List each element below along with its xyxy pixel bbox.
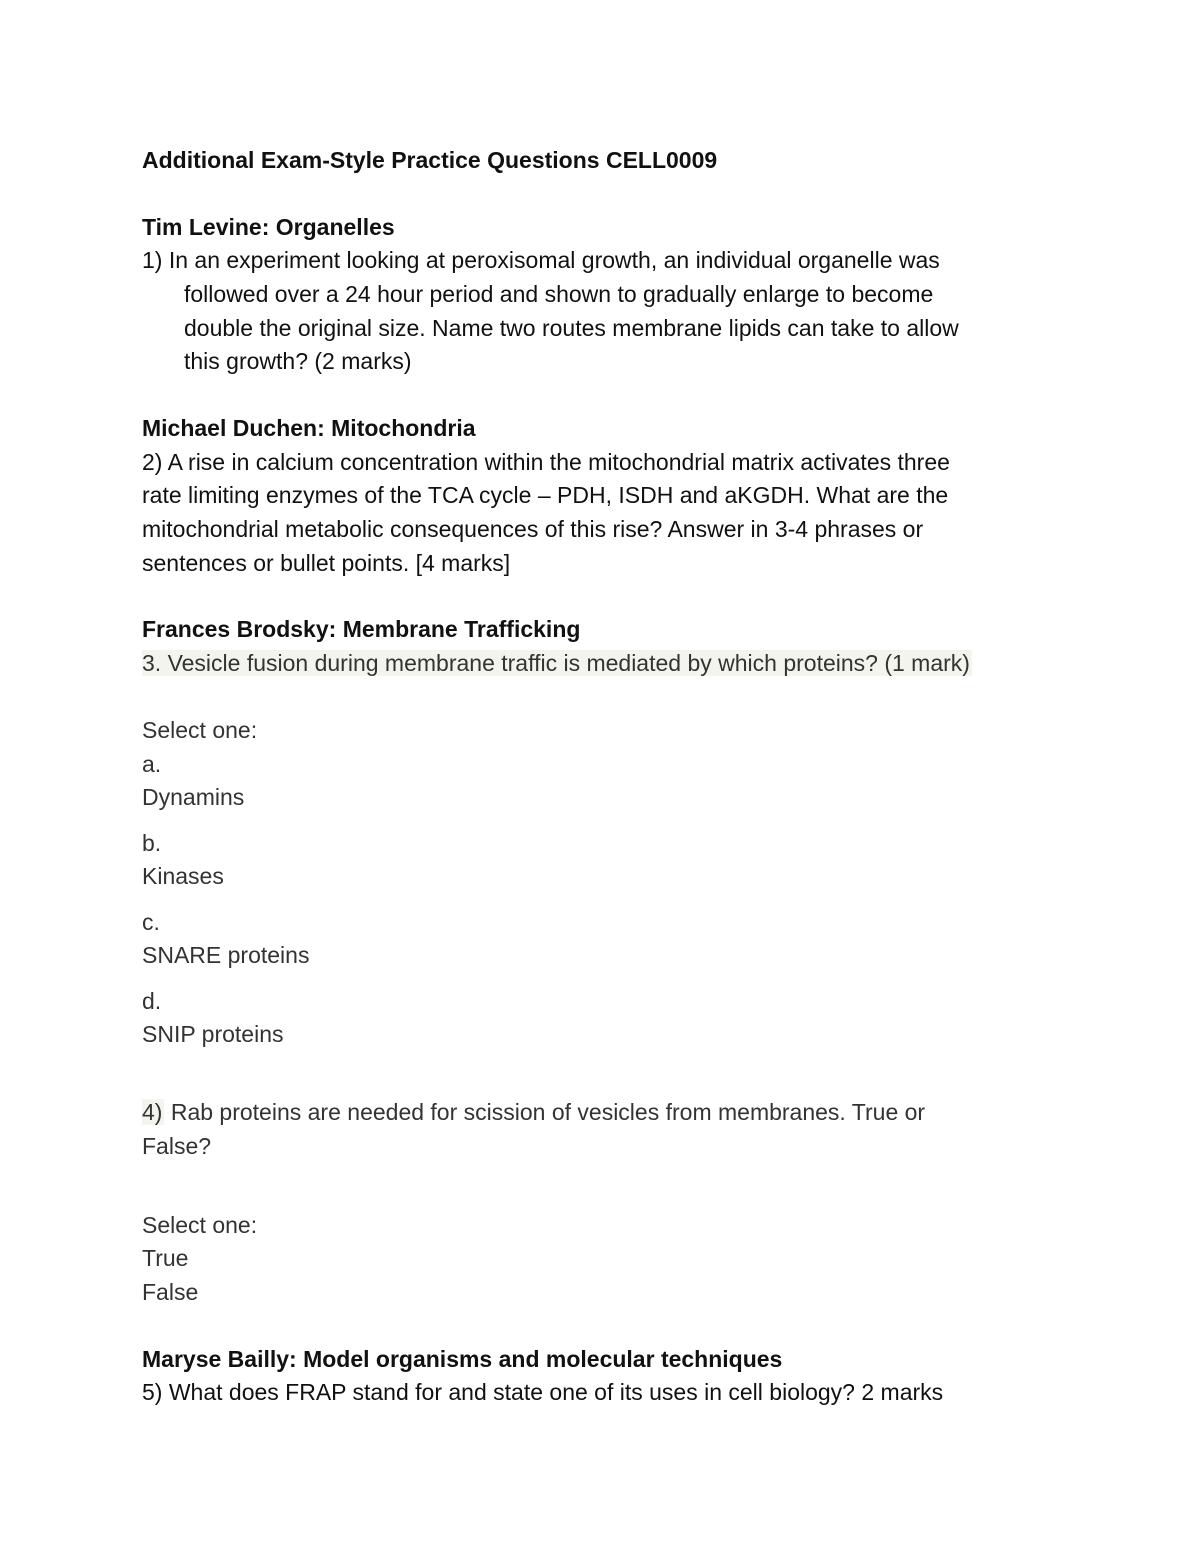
question-4-line-1 [142,1097,925,1127]
option-true: True [142,1245,189,1271]
option-b-label: Kinases [142,863,224,889]
question-3 [142,648,972,678]
section-heading-model-organisms: Maryse Bailly: Model organisms and molecular techniques [142,1346,783,1372]
section-heading-membrane-trafficking: Frances Brodsky: Membrane Trafficking [142,616,581,642]
question-4-select-label: Select one: [142,1212,258,1238]
question-2-line-3: mitochondrial metabolic consequences of this rise? Answer in 3-4 phrases or [142,516,924,542]
question-3-select-label: Select one: [142,717,258,743]
question-5: 5) What does FRAP stand for and state one of its uses in cell biology? 2 marks [142,1379,944,1405]
question-4-number: 4) [142,1099,163,1125]
question-2-line-4: sentences or bullet points. [4 marks] [142,550,511,576]
question-1-line-1: 1) In an experiment looking at peroxisomal growth, an individual organelle was [142,247,940,273]
option-d-label: SNIP proteins [142,1021,284,1047]
question-1-line-2: followed over a 24 hour period and shown to gradually enlarge to become [184,281,934,307]
question-4-line-2: False? [142,1133,212,1159]
question-4-text: Rab proteins are needed for scission of vesicles from membranes. True or [164,1099,926,1125]
option-a-label: Dynamins [142,784,245,810]
question-1-line-4: this growth? (2 marks) [184,348,412,374]
option-a-letter: a. [142,751,162,777]
question-1-line-3: double the original size. Name two routes membrane lipids can take to allow [184,315,959,341]
option-d-letter: d. [142,988,162,1014]
option-c-label: SNARE proteins [142,942,310,968]
question-3-text: 3. Vesicle fusion during membrane traffic is mediated by which proteins? (1 mark) [142,650,970,676]
option-false: False [142,1279,199,1305]
section-heading-mitochondria: Michael Duchen: Mitochondria [142,415,476,441]
question-2-line-1: 2) A rise in calcium concentration within the mitochondrial matrix activates three [142,449,950,475]
option-c-letter: c. [142,909,160,935]
section-heading-organelles: Tim Levine: Organelles [142,214,395,240]
document-title: Additional Exam-Style Practice Questions CELL0009 [142,147,718,173]
question-2-line-2: rate limiting enzymes of the TCA cycle – PDH, ISDH and aKGDH. What are the [142,482,949,508]
option-b-letter: b. [142,830,162,856]
